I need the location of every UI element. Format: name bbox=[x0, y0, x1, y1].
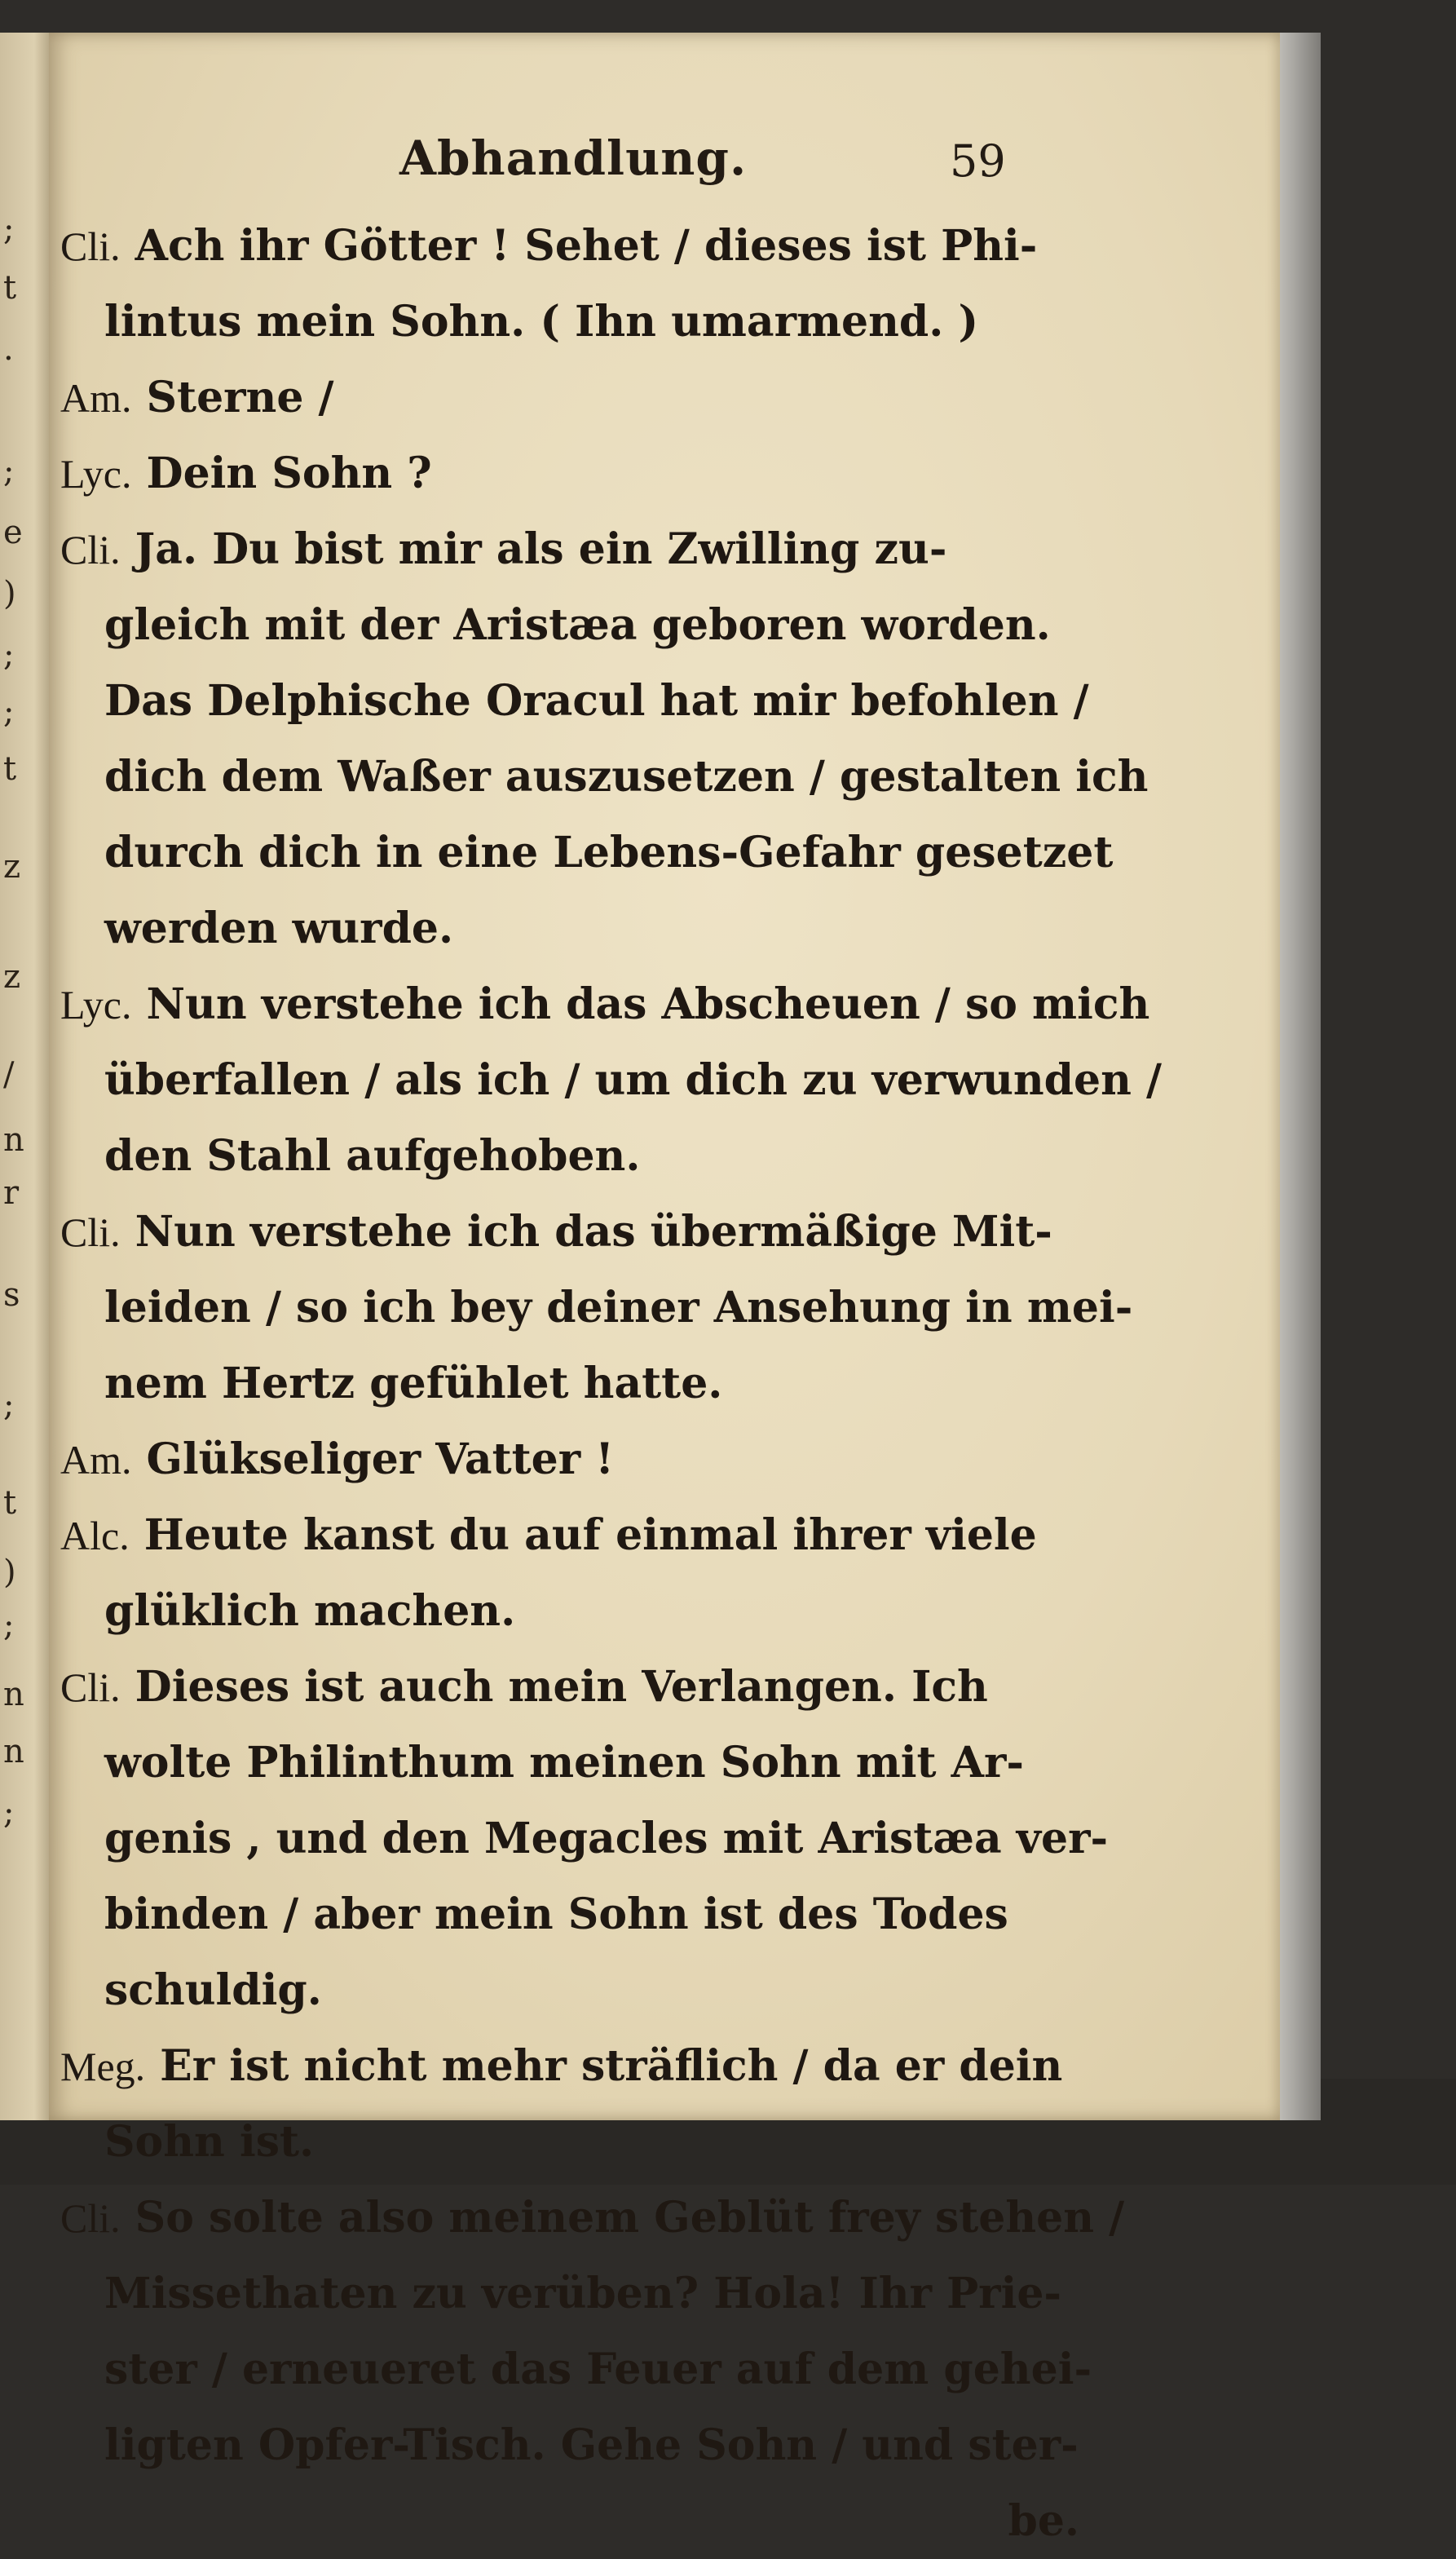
dialogue-line bbox=[60, 2483, 1112, 2559]
margin-fragment: t bbox=[3, 750, 17, 788]
margin-fragment: ; bbox=[3, 693, 15, 731]
dialogue-line bbox=[60, 1194, 1112, 1270]
margin-fragment: t bbox=[3, 269, 17, 307]
dialogue-line bbox=[60, 663, 1112, 739]
line-text: dich dem Waßer auszusetzen / gestalten ich bbox=[104, 752, 1149, 802]
dialogue-line bbox=[60, 2180, 1125, 2256]
line-text: Nun verstehe ich das übermäßige Mit- bbox=[135, 1207, 1052, 1257]
dialogue-line bbox=[60, 1801, 1112, 1876]
line-text: leiden / so ich bey deiner Ansehung in mei- bbox=[104, 1283, 1133, 1333]
margin-fragment: r bbox=[3, 1174, 20, 1212]
dialogue-line bbox=[60, 739, 1149, 815]
speaker-label: Am. bbox=[60, 1437, 132, 1483]
line-text: Das Delphische Oracul hat mir befohlen / bbox=[104, 676, 1089, 726]
dialogue-line bbox=[60, 815, 1112, 891]
speaker-label: Lyc. bbox=[60, 982, 132, 1028]
line-text: schuldig. bbox=[104, 1965, 322, 2015]
dialogue-line bbox=[60, 2028, 1112, 2104]
speaker-label: Lyc. bbox=[60, 451, 132, 497]
line-text: wolte Philinthum meinen Sohn mit Ar- bbox=[104, 1738, 1024, 1788]
line-text: lintus mein Sohn. ( Ihn umarmend. ) bbox=[104, 297, 979, 347]
speaker-label: Cli. bbox=[60, 1209, 121, 1255]
dialogue-line bbox=[60, 2331, 1112, 2407]
speaker-label: Am. bbox=[60, 375, 132, 421]
speaker-label: Cli. bbox=[60, 527, 121, 572]
line-text: werden wurde. bbox=[104, 904, 454, 953]
dialogue-line bbox=[60, 966, 1150, 1042]
line-text: überfallen / als ich / um dich zu verwunden / bbox=[104, 1055, 1163, 1105]
margin-fragment: t bbox=[3, 1484, 17, 1522]
margin-fragment: z bbox=[3, 958, 21, 996]
line-text: gleich mit der Aristæa geboren worden. bbox=[104, 600, 1051, 650]
margin-fragment: / bbox=[3, 1056, 15, 1094]
dialogue-line bbox=[60, 1952, 1112, 2028]
margin-fragment: ; bbox=[3, 210, 15, 248]
dialogue-line bbox=[60, 2104, 1112, 2180]
book-page bbox=[49, 33, 1280, 2546]
line-text: Dieses ist auch mein Verlangen. Ich bbox=[135, 1662, 988, 1712]
margin-fragment: n bbox=[3, 1676, 24, 1713]
margin-fragment: e bbox=[3, 514, 23, 551]
dialogue-line bbox=[60, 284, 1112, 360]
dialogue-line bbox=[60, 1876, 1112, 1952]
dialogue-line bbox=[60, 208, 1112, 284]
line-text: nem Hertz gefühlet hatte. bbox=[104, 1359, 723, 1408]
dialogue-line bbox=[60, 1421, 1112, 1497]
line-text: den Stahl aufgehoben. bbox=[104, 1131, 641, 1181]
dialogue-line bbox=[60, 1497, 1112, 1573]
dialogue-line bbox=[60, 360, 1112, 435]
page-number: 59 bbox=[950, 135, 1006, 187]
dialogue-line bbox=[60, 511, 1112, 587]
line-text: Sohn ist. bbox=[104, 2117, 315, 2167]
margin-fragment: ; bbox=[3, 1386, 15, 1424]
page-header bbox=[49, 130, 1280, 196]
line-text: glüklich machen. bbox=[104, 1586, 516, 1636]
speaker-label: Cli. bbox=[60, 223, 121, 269]
line-text: Nun verstehe ich das Abscheuen / so mich bbox=[146, 979, 1150, 1029]
line-text: binden / aber mein Sohn ist des Todes bbox=[104, 1889, 1008, 1939]
dialogue-line bbox=[60, 2407, 1112, 2483]
margin-fragment: . bbox=[3, 330, 14, 368]
line-text: genis , und den Megacles mit Aristæa ver- bbox=[104, 1814, 1109, 1863]
line-text: Heute kanst du auf einmal ihrer viele bbox=[143, 1510, 1037, 1560]
dialogue-line bbox=[60, 1573, 1112, 1649]
line-text: durch dich in eine Lebens-Gefahr gesetzet bbox=[104, 828, 1114, 877]
dialogue-text bbox=[60, 208, 1163, 2559]
margin-fragment: n bbox=[3, 1733, 24, 1770]
dialogue-line bbox=[60, 587, 1112, 663]
previous-page-edge bbox=[0, 33, 49, 2120]
dialogue-line bbox=[60, 2256, 1112, 2331]
line-text: Dein Sohn ? bbox=[146, 449, 432, 498]
line-text: be. bbox=[1008, 2496, 1079, 2546]
speaker-label: Alc. bbox=[60, 1513, 130, 1558]
speaker-label: Cli. bbox=[60, 1664, 121, 1710]
dialogue-line bbox=[60, 1042, 1163, 1118]
margin-fragment: ; bbox=[3, 1607, 15, 1644]
margin-fragment: ) bbox=[3, 575, 16, 612]
speaker-label: Meg. bbox=[60, 2044, 146, 2089]
margin-fragment: s bbox=[3, 1276, 20, 1314]
margin-fragment: ; bbox=[3, 453, 15, 490]
line-text: Ach ihr Götter ! Sehet / dieses ist Phi- bbox=[135, 221, 1038, 271]
line-text: ster / erneueret das Feuer auf dem gehei- bbox=[104, 2345, 1092, 2394]
running-head: Abhandlung. bbox=[399, 130, 748, 186]
dialogue-line bbox=[60, 1270, 1133, 1346]
line-text: ligten Opfer-Tisch. Gehe Sohn / und ster- bbox=[104, 2420, 1079, 2470]
line-text: Glükseliger Vatter ! bbox=[146, 1434, 615, 1484]
dialogue-line bbox=[60, 1346, 1112, 1421]
margin-fragment: ) bbox=[3, 1554, 16, 1591]
line-text: Ja. Du bist mir als ein Zwilling zu- bbox=[135, 524, 947, 574]
margin-fragment: ; bbox=[3, 1794, 15, 1832]
margin-fragment: ; bbox=[3, 636, 15, 674]
margin-fragment: z bbox=[3, 848, 21, 886]
line-text: Sterne / bbox=[146, 373, 334, 422]
dialogue-line bbox=[60, 1118, 1112, 1194]
dialogue-line bbox=[60, 435, 1112, 511]
line-text: Er ist nicht mehr sträflich / da er dein bbox=[160, 2041, 1063, 2091]
dialogue-line bbox=[60, 891, 1112, 966]
speaker-label: Cli. bbox=[60, 2195, 121, 2241]
dialogue-line bbox=[60, 1649, 1112, 1725]
dialogue-line bbox=[60, 1725, 1112, 1801]
line-text: So solte also meinem Geblüt frey stehen / bbox=[135, 2193, 1125, 2243]
line-text: Missethaten zu verüben? Hola! Ihr Prie- bbox=[104, 2269, 1061, 2318]
margin-fragment: n bbox=[3, 1121, 24, 1159]
